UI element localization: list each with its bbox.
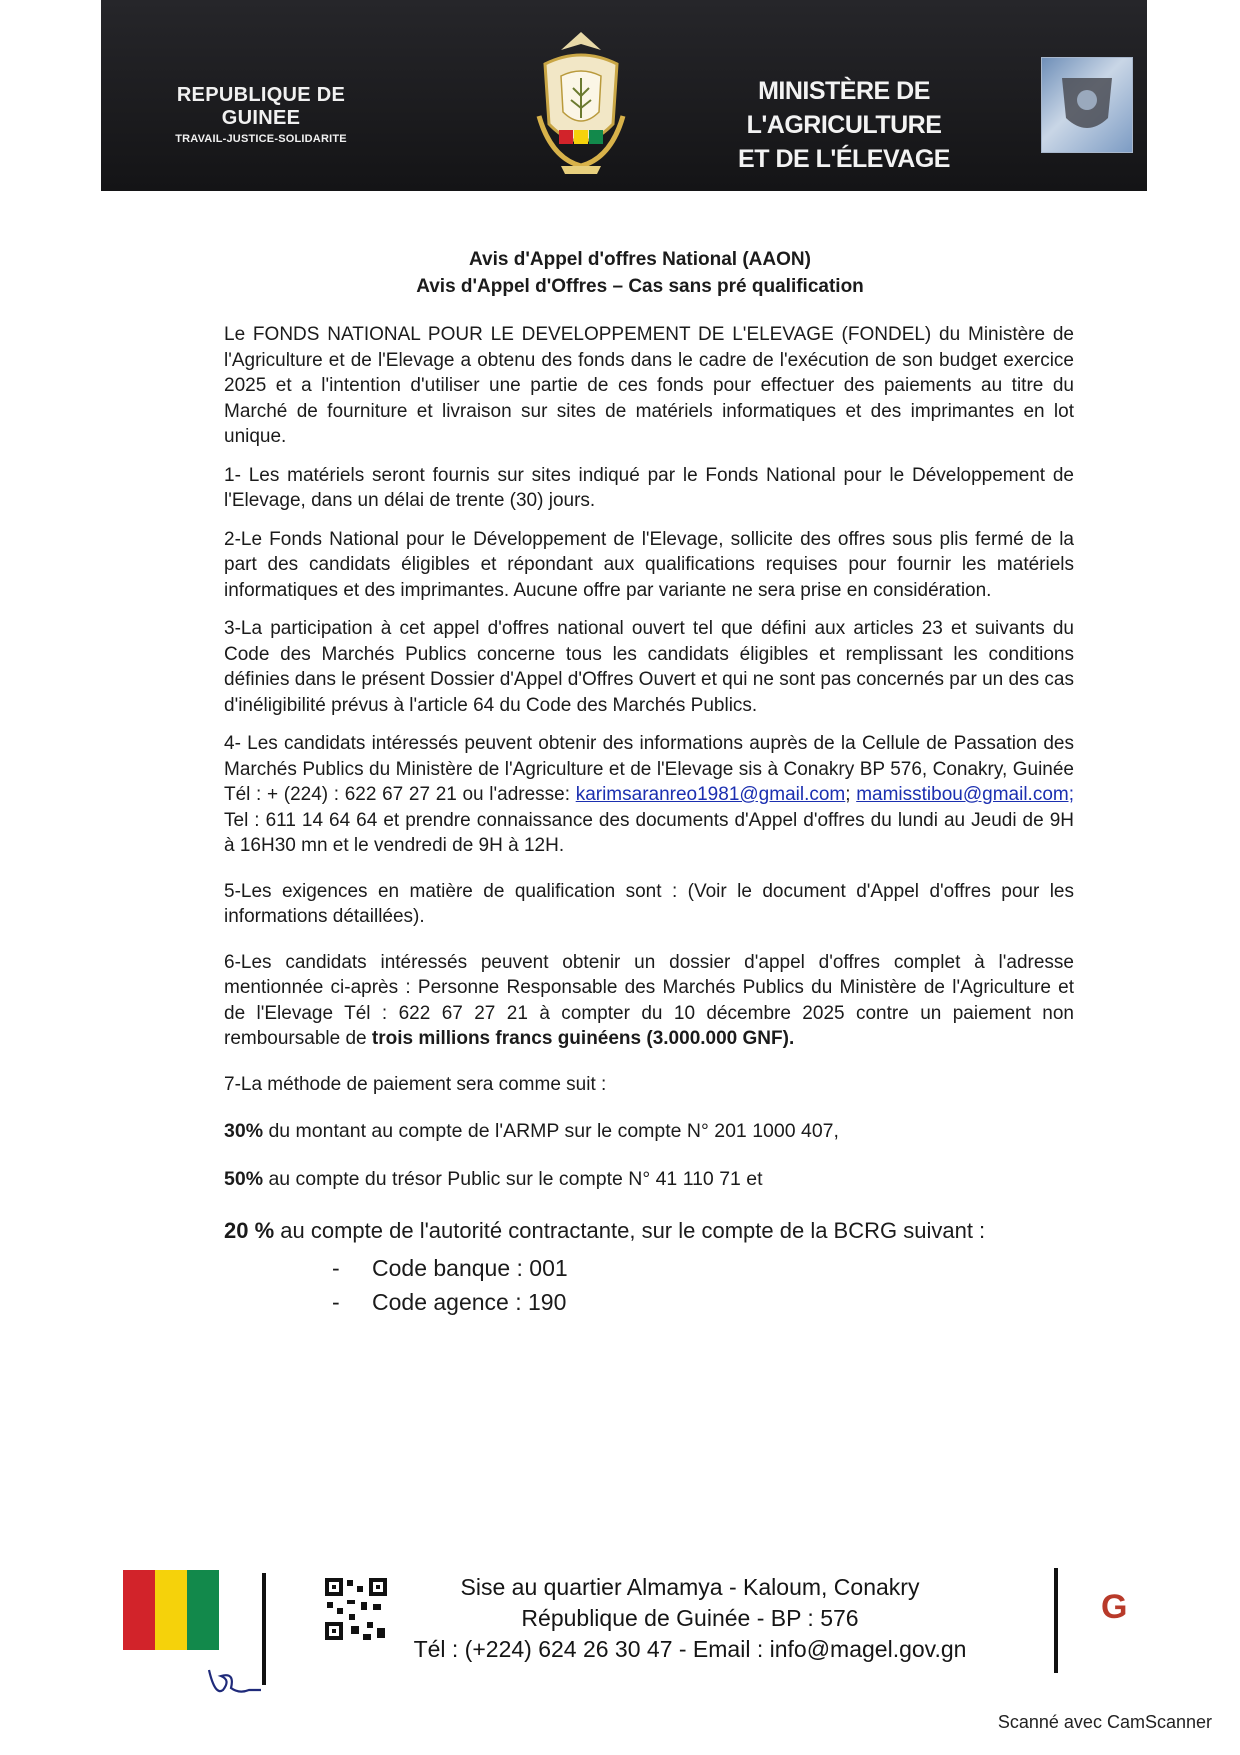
- footer-line-1: Sise au quartier Almamya - Kaloum, Conakry: [460, 1574, 920, 1600]
- qr-code-icon: [323, 1576, 389, 1642]
- payment-line-2: [224, 1167, 1074, 1193]
- camscanner-watermark: Scanné avec CamScanner: [997, 1712, 1212, 1732]
- paragraph-4-end: Tel : 611 14 64 64 et prendre connaissance des documents d'Appel d'offres du lundi au Jeudi de 9H à 16H30 mn et le vendredi de 9H à 12H.: [224, 809, 1074, 856]
- flag-stripe-green: [187, 1570, 219, 1650]
- notice-body: [224, 322, 1074, 1319]
- payment-line-3: [224, 1214, 1074, 1247]
- paragraph-2: 2-Le Fonds National pour le Développement de l'Elevage, sollicite des offres sous plis fermé de la part des candidats éligibles et répondant aux qualifications requises pour fournir les matériels informatiques et des imprimantes. Aucune offre par variante ne sera prise en considération.: [224, 528, 1074, 601]
- paragraph-4-start: 4- Les candidats intéressés peuvent obtenir des informations auprès de la Cellule de Passation des Marchés Publics du Ministère de l'Agriculture et de l'Elevage sis à Conakry BP 576, Conakry, Guinée Tél : + (224) : 622 67 27 21 ou l'adresse:: [224, 733, 1074, 805]
- ministry-name: [709, 74, 979, 176]
- ministry-line-1: MINISTÈRE DE L'AGRICULTURE: [746, 77, 942, 139]
- flag-stripe-red: [123, 1570, 155, 1650]
- title-line-2: Avis d'Appel d'Offres – Cas sans pré qualification: [416, 276, 864, 297]
- letterhead-banner: [101, 0, 1147, 191]
- payment-1-percent: 30%: [224, 1120, 264, 1142]
- paragraph-1: 1- Les matériels seront fournis sur sites indiqué par le Fonds National pour le Développement de l'Elevage, dans un délai de trente (30) jours.: [224, 464, 1074, 511]
- email-link-2[interactable]: mamisstibou@gmail.com;: [856, 784, 1074, 805]
- national-coat-of-arms-icon: [521, 26, 641, 176]
- intro-paragraph: Le FONDS NATIONAL POUR LE DEVELOPPEMENT DE L'ELEVAGE (FONDEL) du Ministère de l'Agriculture et de l'Elevage a obtenu des fonds dans le cadre de l'exécution de son budget exercice 2025 et a l'intention d'utiliser une partie de ces fonds pour effectuer des paiements au titre du Marché de fourniture et livraison sur sites de matériels informatiques et des imprimantes en lot unique.: [224, 324, 1074, 447]
- ministry-line-2: ET DE L'ÉLEVAGE: [738, 145, 950, 173]
- title-line-1: Avis d'Appel d'offres National (AAON): [469, 249, 811, 270]
- footer-divider-right: [1054, 1568, 1058, 1673]
- payment-3-text: au compte de l'autorité contractante, sur le compte de la BCRG suivant :: [274, 1218, 986, 1243]
- signature-icon: [205, 1660, 265, 1700]
- paragraph-4: [224, 731, 1074, 859]
- flag-stripe-yellow: [155, 1570, 187, 1650]
- payment-line-1: [224, 1119, 1074, 1145]
- payment-1-text: du montant au compte de l'ARMP sur le compte N° 201 1000 407,: [263, 1120, 839, 1142]
- list-item: - Code banque : 001: [332, 1251, 1074, 1285]
- payment-3-percent: 20 %: [224, 1218, 275, 1243]
- email-link-1[interactable]: karimsaranreo1981@gmail.com: [575, 784, 846, 805]
- national-motto: TRAVAIL-JUSTICE-SOLIDARITE: [175, 133, 347, 145]
- country-name: REPUBLIQUE DE GUINEE: [176, 84, 346, 129]
- footer-line-3: Tél : (+224) 624 26 30 47 - Email : info@magel.gov.gn: [413, 1636, 967, 1662]
- footer-line-2: République de Guinée - BP : 576: [521, 1605, 859, 1631]
- bank-codes-list: [332, 1251, 1074, 1319]
- paragraph-6: [224, 950, 1074, 1052]
- hologram-seal-icon: [1041, 57, 1133, 153]
- email-separator: ;: [845, 784, 857, 805]
- paragraph-7: 7-La méthode de paiement sera comme suit :: [224, 1073, 607, 1095]
- payment-2-percent: 50%: [224, 1167, 264, 1190]
- footer-address: [400, 1572, 980, 1665]
- paragraph-5: 5-Les exigences en matière de qualification sont : (Voir le document d'Appel d'offres pour les informations détaillées).: [224, 880, 1074, 927]
- country-block: [141, 84, 381, 145]
- notice-title: [220, 246, 1060, 300]
- footer-partial-letter: G: [1101, 1588, 1128, 1626]
- paragraph-3: 3-La participation à cet appel d'offres national ouvert tel que défini aux articles 23 et suivants du Code des Marchés Publics concerne tous les candidats éligibles et remplissant les conditions définies dans le présent Dossier d'Appel d'Offres Ouvert et qui ne sont pas concernés par un des cas d'inéligibilité prévus à l'article 64 du Code des Marchés Publics.: [224, 618, 1074, 716]
- paragraph-6-start: 6-Les candidats intéressés peuvent obtenir un dossier d'appel d'offres complet à l'adresse mentionnée ci-après : Personne Responsable des Marchés Publics du Ministère de l'Agriculture et de l'Elevage Tél : 622 67 27 21 à compter du 10 décembre 2025 contre un paiement non remboursable de: [224, 951, 1074, 1049]
- guinea-flag-icon: [123, 1570, 219, 1650]
- payment-2-text: au compte du trésor Public sur le compte N° 41 110 71 et: [263, 1167, 763, 1190]
- fee-amount: trois millions francs guinéens (3.000.000 GNF).: [371, 1028, 795, 1049]
- list-item: - Code agence : 190: [332, 1285, 1074, 1319]
